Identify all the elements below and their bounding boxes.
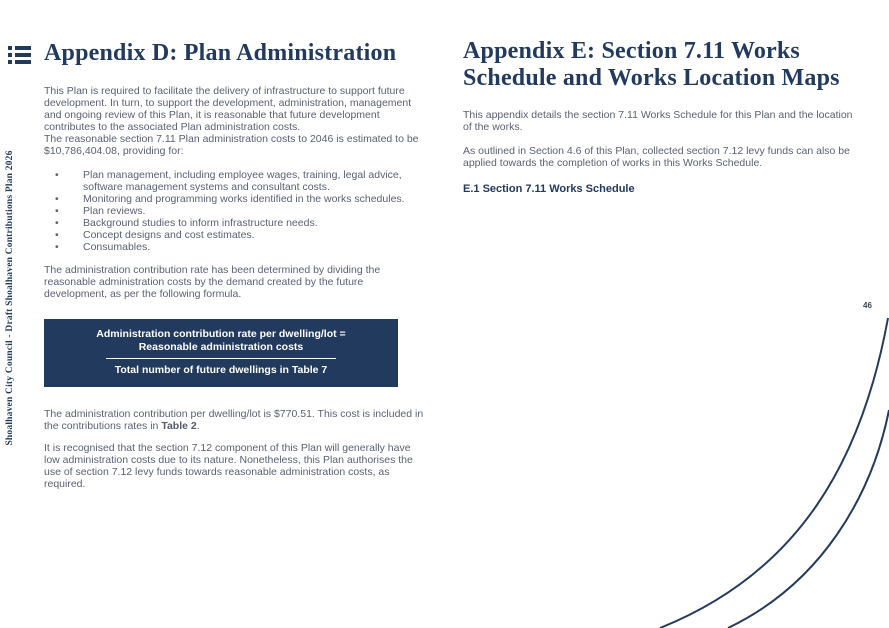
list-item-text: Consumables. <box>83 241 151 253</box>
formula-numerator: Reasonable administration costs <box>138 341 304 353</box>
rate-paragraph: The administration contribution rate has been determined by dividing the reasonable administration costs by the demand created by the future development, as per the following formula. <box>44 264 381 300</box>
page-number: 46 <box>863 301 872 310</box>
intro-paragraph-2: The reasonable section 7.11 Plan administration costs to 2046 is estimated to be $10,786,404.08, providing for: <box>44 133 419 157</box>
works-schedule-subheading: E.1 Section 7.11 Works Schedule <box>463 183 635 195</box>
spine-label: Shoalhaven City Council - Draft Shoalhaven Contributions Plan 2026 <box>5 150 15 446</box>
bullet-icon: • <box>55 217 59 229</box>
formula-line-1: Administration contribution rate per dwelling/lot = <box>96 328 346 340</box>
appendix-d-column <box>44 40 427 490</box>
list-item-text: Monitoring and programming works identified in the works schedules. <box>83 193 405 205</box>
list-icon-row <box>8 46 31 50</box>
intro-paragraph-1: This Plan is required to facilitate the delivery of infrastructure to support future development. In turn, to support the development, administration, management and ongoing review of this Plan, it is reasonable that future development contributes to the associated Plan administration costs. <box>44 85 412 133</box>
bullet-icon: • <box>55 241 59 253</box>
bullet-icon: • <box>55 193 59 205</box>
list-icon-dot <box>8 53 12 57</box>
list-item <box>55 241 427 253</box>
section-712-paragraph: It is recognised that the section 7.12 component of this Plan will generally have low administration costs due to its nature. Nonetheless, this Plan authorises the use of section 7.12 levy funds towards reasonable administration costs, as required. <box>44 442 413 490</box>
list-icon-bar <box>15 46 31 50</box>
decorative-curve-inner <box>660 318 888 628</box>
appendix-e-title: Appendix E: Section 7.11 Works Schedule and Works Location Maps <box>463 38 840 91</box>
admin-costs-list <box>55 169 427 253</box>
fraction-divider <box>106 358 336 359</box>
appendix-d-intro <box>44 85 427 157</box>
list-item-text: Background studies to inform infrastructure needs. <box>83 217 318 229</box>
list-item <box>55 193 427 205</box>
bullet-icon: • <box>55 229 59 241</box>
list-icon-row <box>8 60 31 64</box>
table-2-reference: Table 2 <box>161 420 197 432</box>
cost-paragraph-text: The administration contribution per dwelling/lot is $770.51. This cost is included in the contributions rates in <box>44 408 424 432</box>
list-item <box>55 169 427 193</box>
list-icon-row <box>8 53 31 57</box>
list-icon[interactable] <box>8 46 31 64</box>
decorative-curve-outer <box>728 410 889 628</box>
admin-rate-formula-box <box>44 319 398 387</box>
bullet-icon: • <box>55 169 59 181</box>
appendix-e-paragraph-2: As outlined in Section 4.6 of this Plan, collected section 7.12 levy funds can also be applied towards the completion of works in this Works Schedule. <box>463 145 850 169</box>
appendix-e-column <box>463 38 863 195</box>
list-item <box>55 217 427 229</box>
cost-paragraph-period: . <box>196 420 200 432</box>
list-icon-dot <box>8 60 12 64</box>
appendix-d-title: Appendix D: Plan Administration <box>44 40 397 66</box>
list-item-text: Plan management, including employee wages, training, legal advice, software management systems and consultant costs. <box>83 169 402 193</box>
list-icon-bar <box>15 60 31 64</box>
list-icon-dot <box>8 46 12 50</box>
list-item <box>55 205 427 217</box>
cost-paragraph <box>44 408 427 432</box>
appendix-e-paragraph-1: This appendix details the section 7.11 Works Schedule for this Plan and the location of the works. <box>463 109 853 133</box>
list-item-text: Concept designs and cost estimates. <box>83 229 255 241</box>
bullet-icon: • <box>55 205 59 217</box>
list-item <box>55 229 427 241</box>
formula-denominator: Total number of future dwellings in Table 7 <box>114 364 328 376</box>
list-item-text: Plan reviews. <box>83 205 146 217</box>
list-icon-bar <box>15 53 31 57</box>
